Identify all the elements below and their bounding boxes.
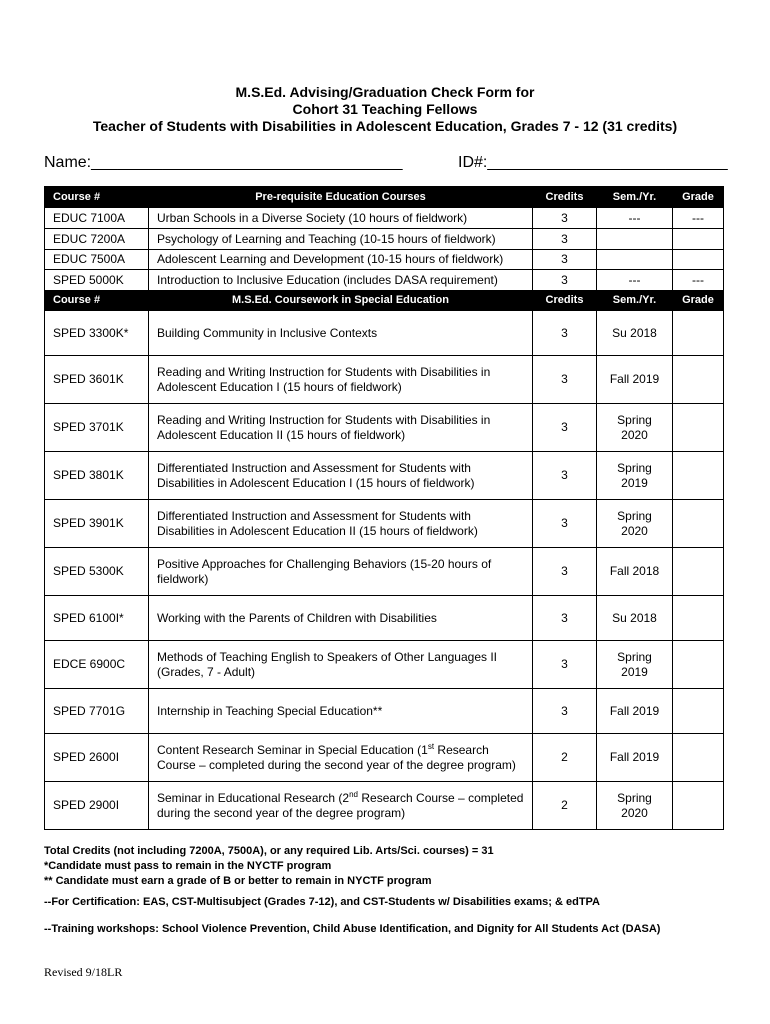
grade-cell[interactable] [673,452,724,500]
table-row [45,250,724,270]
course-cell: EDUC 7200A [45,229,149,250]
table-row [45,734,724,782]
sem-cell[interactable]: Fall 2018 [597,548,673,596]
grade-cell[interactable] [673,596,724,641]
grade-cell[interactable] [673,500,724,548]
credits-cell: 3 [533,500,597,548]
course-cell: SPED 3701K [45,404,149,452]
certification-note: --For Certification: EAS, CST-Multisubject (Grades 7-12), and CST-Students w/ Disabilities exams; & edTPA [44,896,600,908]
title-cell: Methods of Teaching English to Speakers of Other Languages II (Grades, 7 - Adult) [149,641,533,689]
sem-cell[interactable] [597,250,673,270]
credits-cell: 3 [533,452,597,500]
sem-cell[interactable]: Su 2018 [597,311,673,356]
title-cell [149,782,533,830]
grade-cell[interactable] [673,356,724,404]
header-course: Course # [45,291,149,311]
prereq-header-row [45,187,724,208]
table-row [45,208,724,229]
sem-cell[interactable]: Spring 2020 [597,782,673,830]
sem-cell[interactable]: Spring 2020 [597,404,673,452]
header-credits: Credits [533,187,597,208]
table-row [45,500,724,548]
title-line-3: Teacher of Students with Disabilities in Adolescent Education, Grades 7 - 12 (31 credits) [92,118,678,134]
training-note: --Training workshops: School Violence Prevention, Child Abuse Identification, and Dignity for All Students Act (DASA) [44,923,661,935]
title-cell: Building Community in Inclusive Contexts [149,311,533,356]
title-cell: Reading and Writing Instruction for Students with Disabilities in Adolescent Education I (15 hours of fieldwork) [149,356,533,404]
table-row [45,229,724,250]
credits-cell: 3 [533,689,597,734]
note-single-asterisk: *Candidate must pass to remain in the NYCTF program [44,860,332,872]
grade-cell[interactable] [673,250,724,270]
header-grade: Grade [673,187,724,208]
sem-cell[interactable]: Su 2018 [597,596,673,641]
credits-cell: 3 [533,208,597,229]
title-line-1: M.S.Ed. Advising/Graduation Check Form for [235,84,535,100]
course-cell: SPED 3801K [45,452,149,500]
grade-cell[interactable] [673,229,724,250]
revised-footer: Revised 9/18LR [44,965,123,979]
credits-cell: 3 [533,229,597,250]
sem-cell[interactable]: Fall 2019 [597,356,673,404]
course-cell: EDUC 7100A [45,208,149,229]
table-row [45,596,724,641]
title-cell: Differentiated Instruction and Assessment for Students with Disabilities in Adolescent Education I (15 hours of fieldwork) [149,452,533,500]
course-cell: SPED 6100I* [45,596,149,641]
header-title: M.S.Ed. Coursework in Special Education [149,291,533,311]
sem-cell[interactable]: --- [597,208,673,229]
course-cell: EDUC 7500A [45,250,149,270]
note-double-asterisk: ** Candidate must earn a grade of B or better to remain in NYCTF program [44,875,432,887]
table-row [45,452,724,500]
grade-cell[interactable] [673,782,724,830]
title-text-end: Research Course – completed during the second year of the degree program) [157,790,524,820]
title-cell: Adolescent Learning and Development (10-15 hours of fieldwork) [149,250,533,270]
core-header-row [45,291,724,311]
grade-cell[interactable] [673,311,724,356]
course-table [44,186,724,830]
grade-cell[interactable] [673,641,724,689]
title-cell: Positive Approaches for Challenging Behaviors (15-20 hours of fieldwork) [149,548,533,596]
table-row [45,689,724,734]
credits-cell: 3 [533,641,597,689]
header-sem: Sem./Yr. [597,187,673,208]
grade-cell[interactable] [673,404,724,452]
title-cell: Urban Schools in a Diverse Society (10 hours of fieldwork) [149,208,533,229]
course-cell: SPED 7701G [45,689,149,734]
name-field[interactable]: Name:___________________________________ [44,154,403,171]
grade-cell[interactable]: --- [673,270,724,291]
sem-cell[interactable]: Spring 2020 [597,500,673,548]
sem-cell[interactable]: --- [597,270,673,291]
id-field[interactable]: ID#:___________________________ [458,154,728,171]
sem-cell[interactable]: Spring 2019 [597,452,673,500]
credits-cell: 3 [533,548,597,596]
table-row [45,641,724,689]
table-row [45,404,724,452]
table-row [45,311,724,356]
sem-cell[interactable]: Fall 2019 [597,689,673,734]
title-text-start: Seminar in Educational Research (2 [157,790,350,805]
grade-cell[interactable]: --- [673,208,724,229]
credits-cell: 3 [533,356,597,404]
course-cell: SPED 3901K [45,500,149,548]
credits-cell: 3 [533,404,597,452]
header-sem: Sem./Yr. [597,291,673,311]
credits-cell: 3 [533,270,597,291]
course-cell: SPED 3300K* [45,311,149,356]
course-cell: EDCE 6900C [45,641,149,689]
title-cell: Internship in Teaching Special Education** [149,689,533,734]
title-text-end: Research Course – completed during the second year of the degree program) [157,742,516,772]
form-title [0,84,770,135]
notes-block [44,844,744,889]
course-cell: SPED 2600I [45,734,149,782]
title-cell: Reading and Writing Instruction for Students with Disabilities in Adolescent Education II (15 hours of fieldwork) [149,404,533,452]
course-cell: SPED 5300K [45,548,149,596]
sem-cell[interactable] [597,229,673,250]
course-cell: SPED 3601K [45,356,149,404]
title-cell: Psychology of Learning and Teaching (10-15 hours of fieldwork) [149,229,533,250]
header-grade: Grade [673,291,724,311]
table-row [45,548,724,596]
title-cell: Working with the Parents of Children with Disabilities [149,596,533,641]
table-row [45,782,724,830]
credits-cell: 3 [533,596,597,641]
header-credits: Credits [533,291,597,311]
title-text-start: Content Research Seminar in Special Education (1 [157,742,428,757]
title-line-2: Cohort 31 Teaching Fellows [292,101,478,117]
title-cell: Introduction to Inclusive Education (includes DASA requirement) [149,270,533,291]
header-title: Pre-requisite Education Courses [149,187,533,208]
ordinal-suffix: nd [349,789,359,799]
sem-cell[interactable]: Spring 2019 [597,641,673,689]
ordinal-suffix: st [427,741,435,751]
course-cell: SPED 2900I [45,782,149,830]
credits-cell: 2 [533,782,597,830]
course-cell: SPED 5000K [45,270,149,291]
credits-cell: 3 [533,311,597,356]
table-row [45,356,724,404]
title-cell: Differentiated Instruction and Assessment for Students with Disabilities in Adolescent Education II (15 hours of fieldwork) [149,500,533,548]
credits-cell: 2 [533,734,597,782]
grade-cell[interactable] [673,548,724,596]
grade-cell[interactable] [673,734,724,782]
total-credits-note: Total Credits (not including 7200A, 7500A), or any required Lib. Arts/Sci. courses) = 31 [44,845,494,857]
table-row [45,270,724,291]
credits-cell: 3 [533,250,597,270]
sem-cell[interactable]: Fall 2019 [597,734,673,782]
grade-cell[interactable] [673,689,724,734]
title-cell [149,734,533,782]
header-course: Course # [45,187,149,208]
